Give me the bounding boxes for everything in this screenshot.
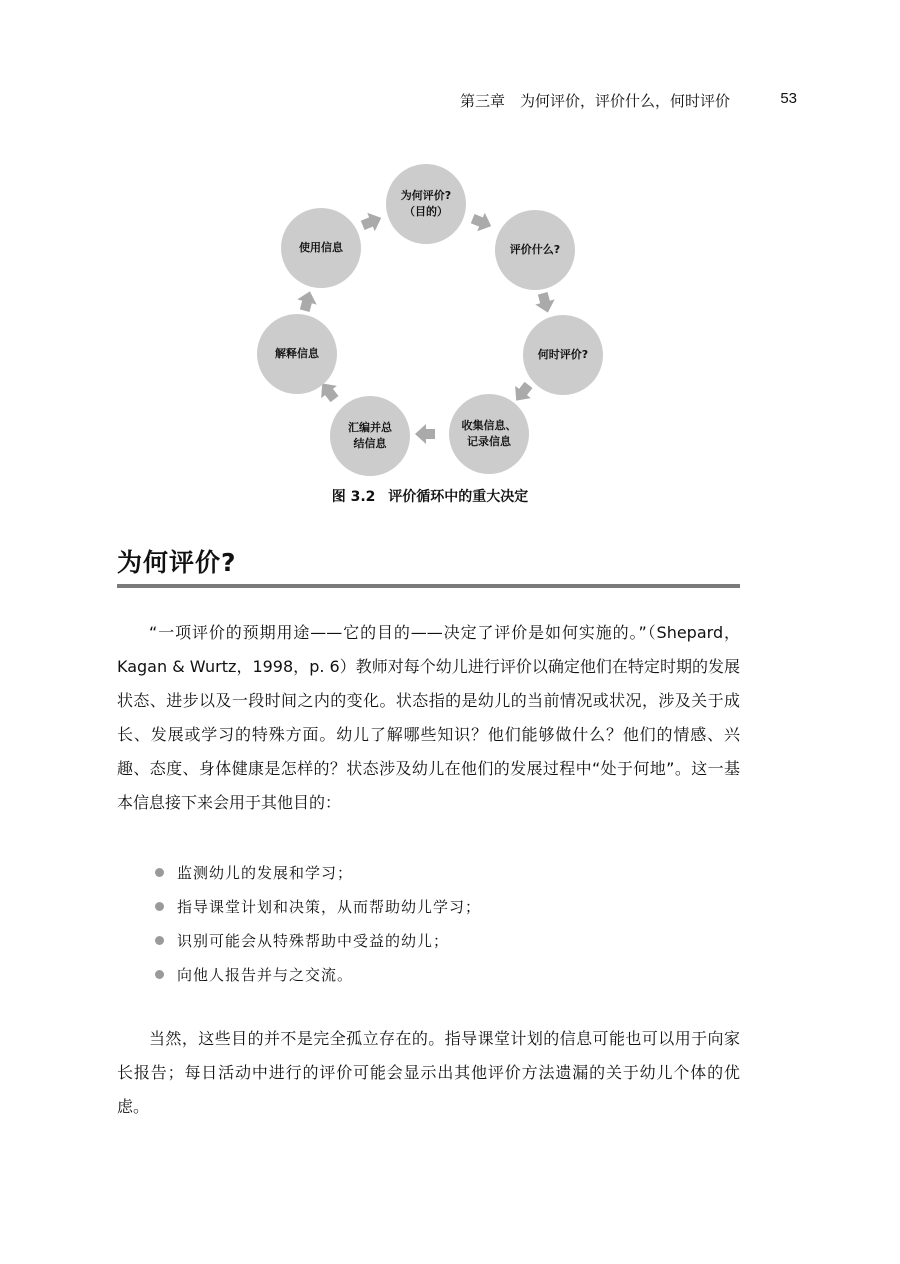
cycle-node-what: 评价什么? <box>495 210 575 290</box>
cycle-arrow-7 <box>359 209 385 235</box>
figure-caption <box>0 486 860 506</box>
cycle-arrow-6 <box>295 289 319 313</box>
list-item <box>155 924 481 958</box>
body-paragraph-1: “一项评价的预期用途——它的目的——决定了评价是如何实施的。”（Shepard，Kagan & Wurtz，1998，p. 6）教师对每个幼儿进行评价以确定他们在特定时期的发展状态、进步以及一段时间之内的变化。状态指的是幼儿的当前情况或状况，涉及关于成长、发展或学习的特殊方面。幼儿了解哪些知识？他们能够做什么？他们的情感、兴趣、态度、身体健康是怎样的？状态涉及幼儿在他们的发展过程中“处于何地”。这一基本信息接下来会用于其他目的： <box>117 623 740 812</box>
running-head <box>460 90 797 114</box>
list-item <box>155 856 481 890</box>
cycle-node-when: 何时评价? <box>523 315 603 395</box>
cycle-node-why: 为何评价? （目的） <box>386 164 466 244</box>
list-item <box>155 958 481 992</box>
assessment-cycle-diagram <box>245 158 605 478</box>
cycle-node-interpret: 解释信息 <box>257 314 337 394</box>
bullet-icon <box>155 970 164 979</box>
list-item-text: 识别可能会从特殊帮助中受益的幼儿； <box>177 932 450 950</box>
cycle-arrow-4 <box>415 424 435 444</box>
cycle-node-collect: 收集信息、 记录信息 <box>449 394 529 474</box>
bullet-icon <box>155 868 164 877</box>
section-rule <box>117 584 740 588</box>
section-title: 为何评价? <box>117 548 237 577</box>
figure-number: 图 3.2 <box>331 489 376 505</box>
bullet-icon <box>155 936 164 945</box>
figure-caption-text: 评价循环中的重大决定 <box>388 489 529 505</box>
page-number: 53 <box>780 90 797 107</box>
body-paragraph-2: 当然，这些目的并不是完全孤立存在的。指导课堂计划的信息可能也可以用于向家长报告；每日活动中进行的评价可能会显示出其他评价方法遗漏的关于幼儿个体的优虑。 <box>117 1029 740 1116</box>
purpose-list <box>155 856 481 992</box>
list-item <box>155 890 481 924</box>
bullet-icon <box>155 902 164 911</box>
cycle-node-use: 使用信息 <box>281 208 361 288</box>
cycle-arrow-2 <box>533 291 557 315</box>
list-item-text: 指导课堂计划和决策，从而帮助幼儿学习； <box>177 898 482 916</box>
cycle-arrow-1 <box>469 209 495 235</box>
cycle-node-compile: 汇编并总 结信息 <box>330 396 410 476</box>
list-item-text: 向他人报告并与之交流。 <box>177 966 354 984</box>
list-item-text: 监测幼儿的发展和学习； <box>177 864 354 882</box>
chapter-title: 第三章 为何评价，评价什么，何时评价 <box>460 92 731 110</box>
